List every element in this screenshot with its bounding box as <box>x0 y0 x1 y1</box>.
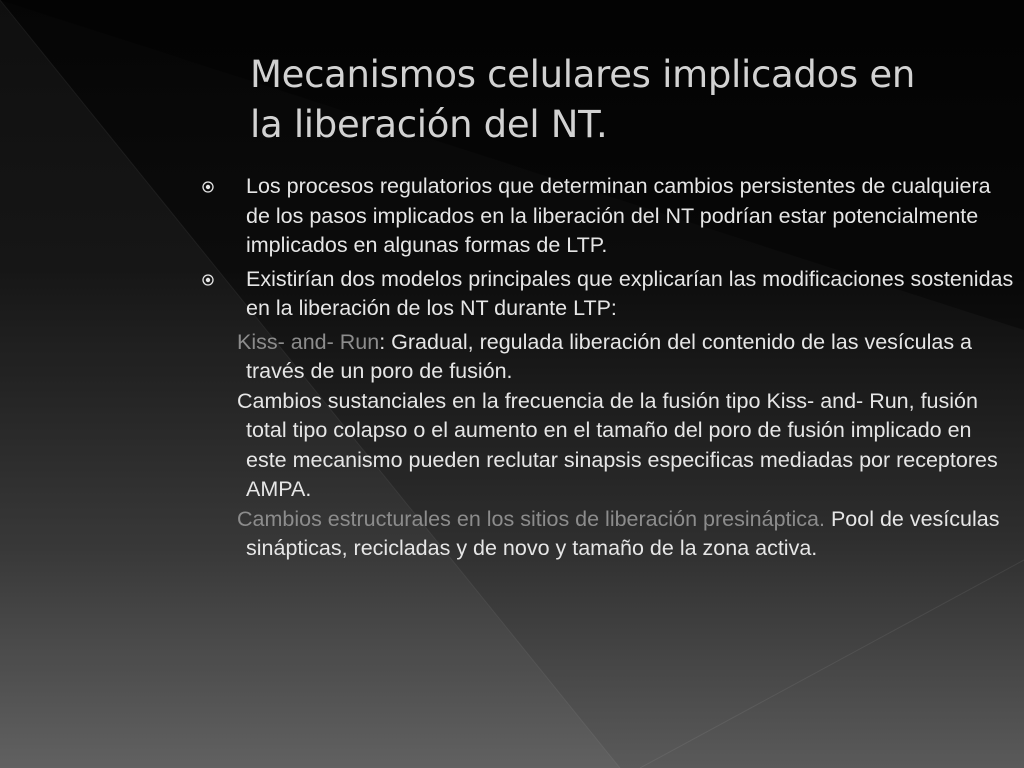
corner-line <box>640 560 1024 768</box>
sub-item-lead: Kiss- and- Run <box>237 329 380 354</box>
slide-title <box>250 50 1010 150</box>
sub-item-substantial-changes <box>200 387 1015 505</box>
sub-item-text: Cambios sustanciales en la frecuencia de la fusión tipo Kiss- and- Run, fusión total tipo colapso o el aumento en el tamaño del poro de fusión implicado en este mecanismo pueden reclutar sinapsis especificas mediadas por receptores AMPA. <box>237 388 998 501</box>
sub-item-kiss-and-run <box>200 328 1015 387</box>
bullet-item <box>200 265 1015 324</box>
sub-item-structural-changes <box>200 505 1015 564</box>
circled-dot-bullet-icon <box>202 181 214 193</box>
slide-body <box>200 172 1015 564</box>
bullet-item <box>200 172 1015 261</box>
slide-title-line-1: Mecanismos celulares implicados en <box>250 53 915 96</box>
sub-item-text: Pool de vesículas sinápticas, recicladas y de novo y tamaño de la zona activa. <box>246 506 1000 560</box>
sub-item-lead: Cambios estructurales en los sitios de liberación presináptica. <box>237 506 825 531</box>
bullet-text: Existirían dos modelos principales que explicarían las modificaciones sostenidas en la liberación de los NT durante LTP: <box>246 266 1014 320</box>
circled-dot-bullet-icon <box>202 274 214 286</box>
slide-title-line-2: la liberación del NT. <box>250 103 608 146</box>
bullet-text: Los procesos regulatorios que determinan cambios persistentes de cualquiera de los pasos implicados en la liberación del NT podrían estar potencialmente implicados en algunas formas de LTP. <box>246 174 991 257</box>
sub-item-text: : Gradual, regulada liberación del contenido de las vesículas a través de un poro de fusión. <box>246 329 973 383</box>
